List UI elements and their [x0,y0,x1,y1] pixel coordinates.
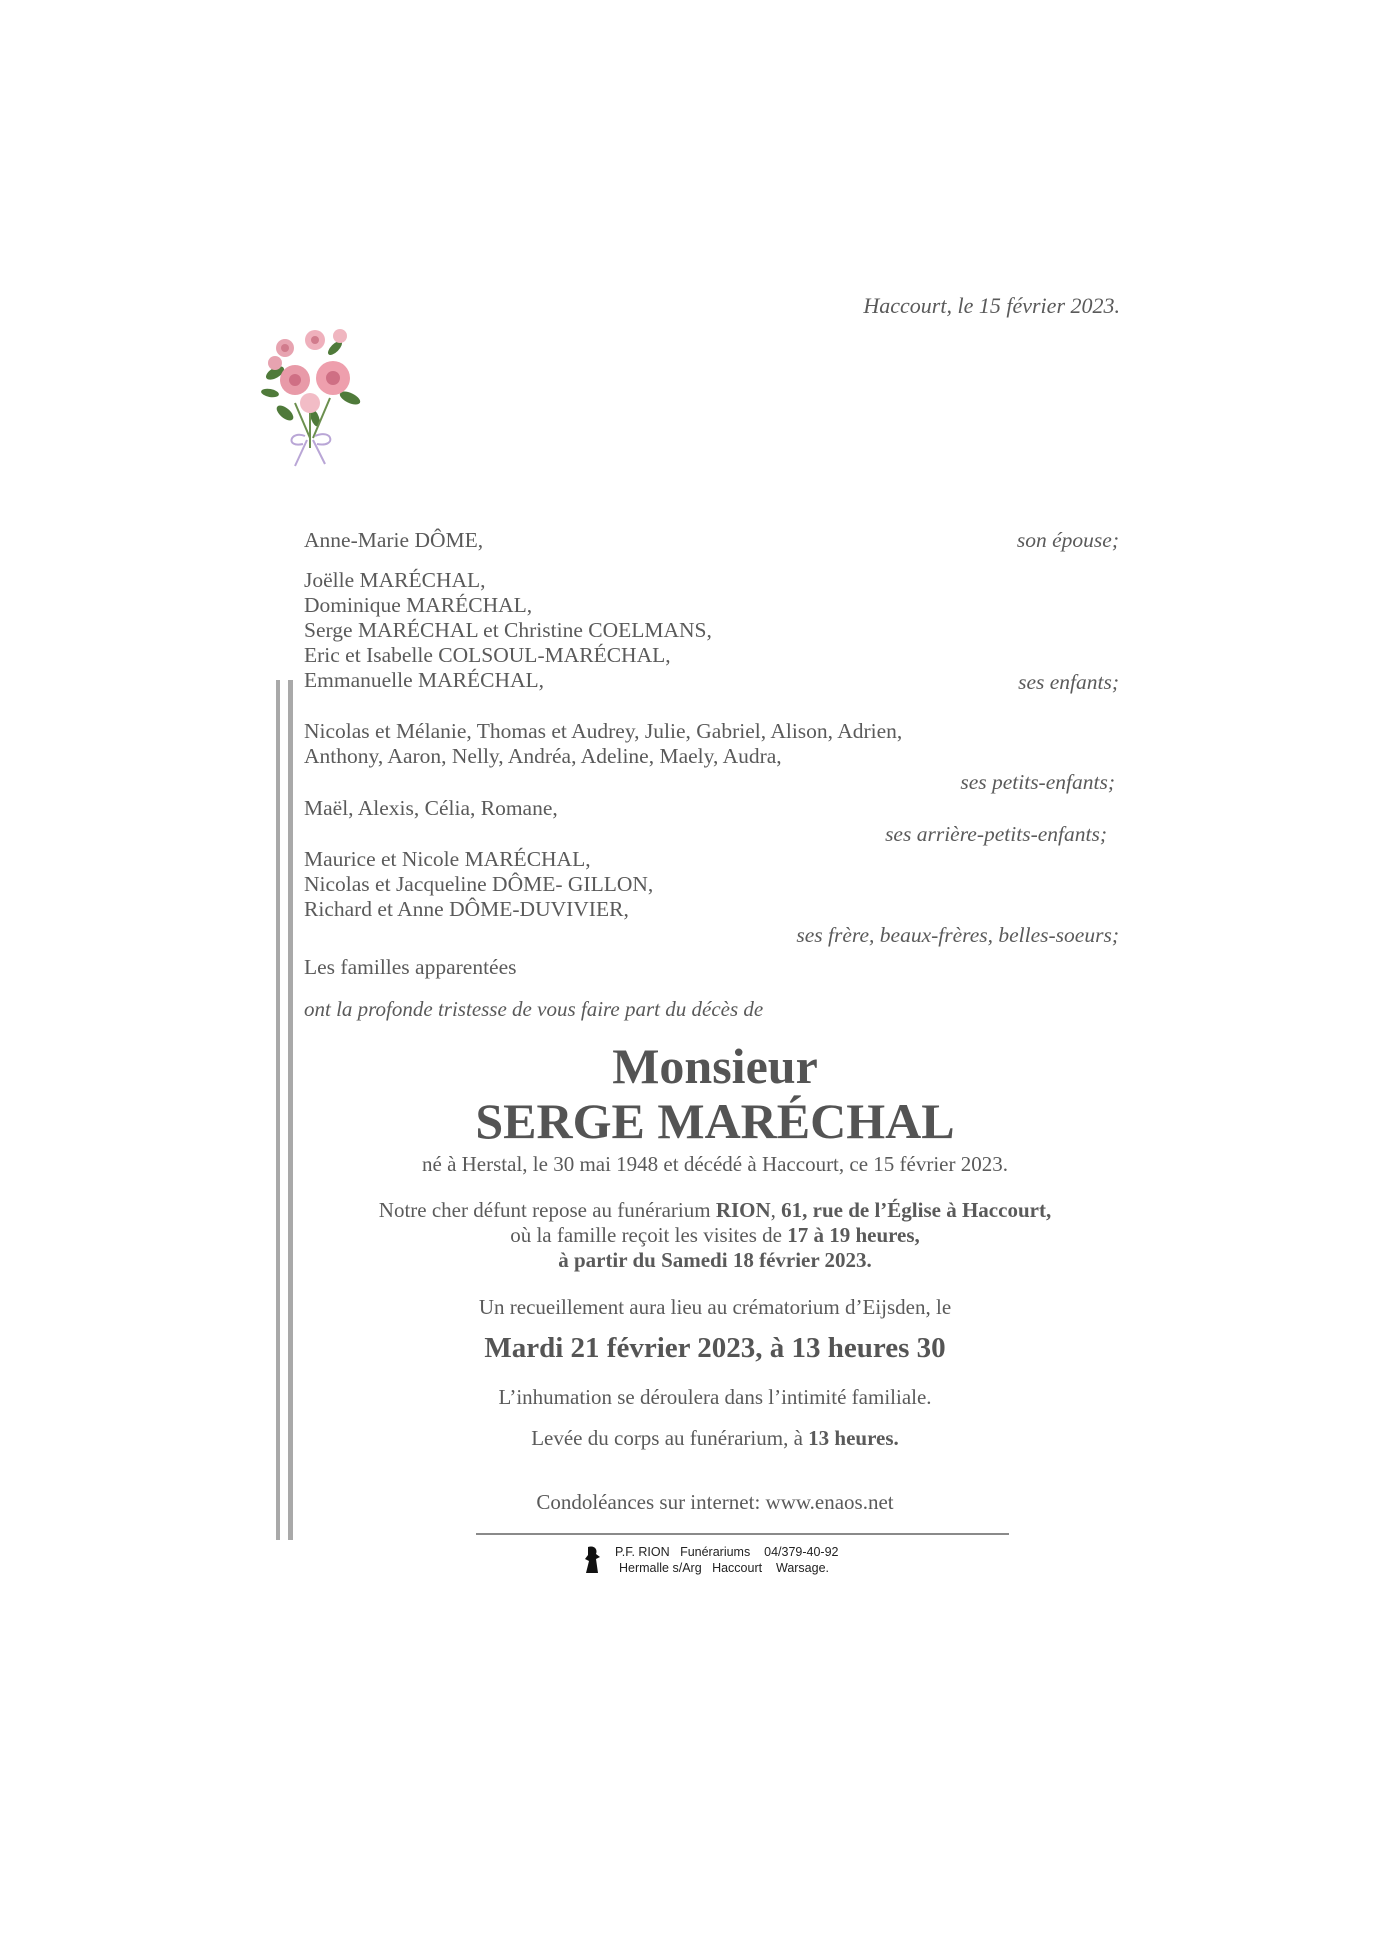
footer-divider [476,1533,1009,1535]
sibling-name: Richard et Anne DÔME-DUVIVIER, [304,897,629,921]
levee-text: Levée du corps au funérarium, à [531,1426,809,1450]
child-name: Dominique MARÉCHAL, [304,593,533,617]
rest-line-2 [290,1223,1140,1248]
visit-start-date: à partir du Samedi 18 février 2023. [558,1248,872,1272]
spouse-relation: son épouse; [1016,528,1119,552]
deceased-dates: né à Herstal, le 30 mai 1948 et décédé à Haccourt, ce 15 février 2023. [422,1152,1008,1176]
visits-text: où la famille reçoit les visites de [510,1223,788,1247]
rose-bouquet-image [255,318,375,468]
deceased-name: SERGE MARÉCHAL [475,1093,955,1149]
announcement-intro: ont la profonde tristesse de vous faire part du décès de [304,997,764,1021]
child-name: Emmanuelle MARÉCHAL, [304,668,545,692]
ceremony-date: Mardi 21 février 2023, à 13 heures 30 [484,1332,946,1364]
related-families: Les familles apparentées [304,955,517,979]
funeral-home-name: RION [715,1198,771,1222]
left-vertical-rule [276,680,280,1540]
funeral-home-logo-icon [582,1545,606,1575]
great-grandchildren-relation: ses arrière-petits-enfants; [885,822,1107,846]
levee-time: 13 heures. [808,1426,899,1450]
rest-separator: , [770,1198,782,1222]
children-relation: ses enfants; [1018,670,1119,694]
great-grandchildren-line: Maël, Alexis, Célia, Romane, [304,796,558,820]
sibling-name: Maurice et Nicole MARÉCHAL, [304,847,591,871]
notice-date: Haccourt, le 15 février 2023. [863,293,1120,318]
grandchildren-line: Nicolas et Mélanie, Thomas et Audrey, Julie, Gabriel, Alison, Adrien, [304,719,903,743]
ceremony-intro: Un recueillement aura lieu au crématorium d’Eijsden, le [478,1295,952,1319]
funeral-home-footer-line-1: P.F. RION Funérariums 04/379-40-92 [615,1545,839,1559]
grandchildren-line: Anthony, Aaron, Nelly, Andréa, Adeline, Maely, Audra, [304,744,782,768]
funeral-home-footer-line-2: Hermalle s/Arg Haccourt Warsage. [619,1561,830,1575]
spouse-name: Anne-Marie DÔME, [304,528,484,552]
funeral-home-address: 61, rue de l’Église à Haccourt, [781,1198,1052,1222]
rest-text: Notre cher défunt repose au funérarium [378,1198,716,1222]
grandchildren-relation: ses petits-enfants; [960,770,1115,794]
siblings-relation: ses frère, beaux-frères, belles-soeurs; [796,923,1119,947]
burial-note: L’inhumation se déroulera dans l’intimité familiale. [498,1385,932,1409]
levee-line [290,1426,1140,1451]
sibling-name: Nicolas et Jacqueline DÔME- GILLON, [304,872,654,896]
child-name: Eric et Isabelle COLSOUL-MARÉCHAL, [304,643,671,667]
condolences-line: Condoléances sur internet: www.enaos.net [536,1490,894,1514]
child-name: Serge MARÉCHAL et Christine COELMANS, [304,618,712,642]
rest-line-3 [290,1248,1140,1273]
deceased-title: Monsieur [612,1038,818,1094]
rest-line-1 [290,1198,1140,1223]
child-name: Joëlle MARÉCHAL, [304,568,486,592]
visit-hours: 17 à 19 heures, [787,1223,920,1247]
